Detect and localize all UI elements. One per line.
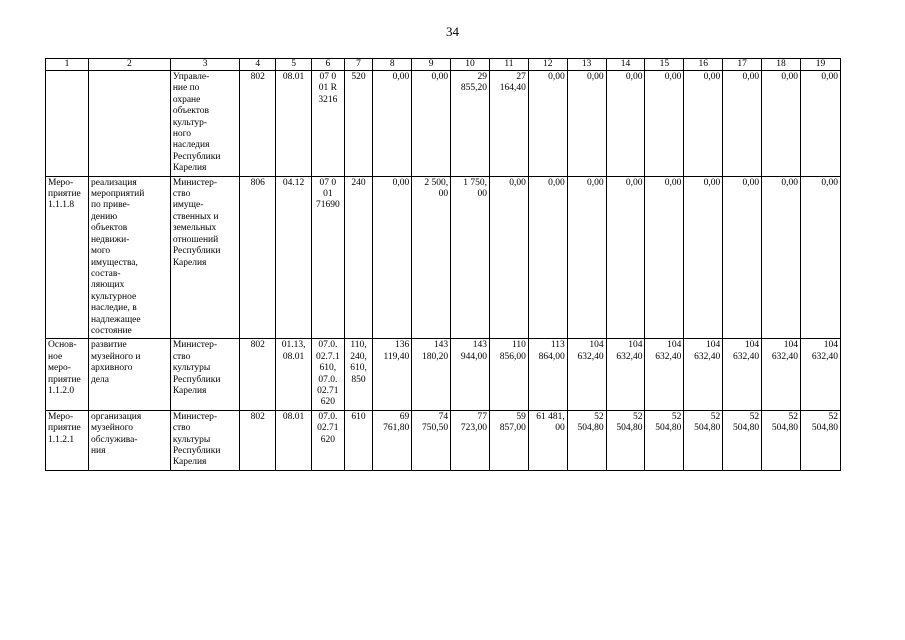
amount-cell: 0,00 (373, 71, 412, 177)
column-number: 3 (170, 59, 240, 71)
csr-cell: 07 0 01 R 3216 (311, 71, 344, 177)
vr-cell: 110, 240, 610, 850 (344, 339, 373, 410)
amount-cell: 104 632,40 (606, 339, 645, 410)
column-number: 12 (528, 59, 567, 71)
amount-cell: 110 856,00 (489, 339, 528, 410)
amount-cell: 104 632,40 (800, 339, 840, 410)
executor-cell: Министер- ство культуры Республики Карелия (170, 410, 240, 470)
column-number: 2 (88, 59, 170, 71)
code-cell (46, 71, 89, 177)
amount-cell: 52 504,80 (567, 410, 606, 470)
column-number: 11 (489, 59, 528, 71)
budget-table (45, 58, 841, 471)
amount-cell: 0,00 (723, 71, 762, 177)
executor-cell: Министер- ство культуры Республики Карелия (170, 339, 240, 410)
amount-cell: 0,00 (762, 176, 801, 339)
title-cell: организация музейного обслужива- ния (88, 410, 170, 470)
amount-cell: 2 500, 00 (412, 176, 451, 339)
amount-cell: 61 481, 00 (528, 410, 567, 470)
table-row (46, 410, 841, 470)
amount-cell: 59 857,00 (489, 410, 528, 470)
amount-cell: 1 750, 00 (451, 176, 490, 339)
grbs-cell: 806 (240, 176, 276, 339)
amount-cell: 0,00 (606, 176, 645, 339)
amount-cell: 0,00 (567, 71, 606, 177)
amount-cell: 0,00 (373, 176, 412, 339)
csr-cell: 07.0. 02.7.1 610, 07.0. 02.71 620 (311, 339, 344, 410)
vr-cell: 240 (344, 176, 373, 339)
column-number: 15 (645, 59, 684, 71)
amount-cell: 0,00 (567, 176, 606, 339)
amount-cell: 52 504,80 (684, 410, 723, 470)
amount-cell: 0,00 (528, 176, 567, 339)
code-cell: Меро- приятие 1.1.1.8 (46, 176, 89, 339)
rzpr-cell: 08.01 (276, 410, 312, 470)
amount-cell: 0,00 (800, 176, 840, 339)
csr-cell: 07 0 01 71690 (311, 176, 344, 339)
amount-cell: 74 750,50 (412, 410, 451, 470)
amount-cell: 113 864,00 (528, 339, 567, 410)
amount-cell: 0,00 (684, 176, 723, 339)
column-number: 5 (276, 59, 312, 71)
amount-cell: 52 504,80 (800, 410, 840, 470)
vr-cell: 520 (344, 71, 373, 177)
grbs-cell: 802 (240, 339, 276, 410)
column-number: 1 (46, 59, 89, 71)
rzpr-cell: 08.01 (276, 71, 312, 177)
amount-cell: 143 180,20 (412, 339, 451, 410)
amount-cell: 0,00 (723, 176, 762, 339)
column-number: 17 (723, 59, 762, 71)
title-cell: реализация мероприятий по приве- дению объектов недвижи- мого имущества, состав- ляющих культурное наследие, в надлежащее состояние (88, 176, 170, 339)
amount-cell: 0,00 (412, 71, 451, 177)
column-number: 8 (373, 59, 412, 71)
grbs-cell: 802 (240, 410, 276, 470)
amount-cell: 0,00 (762, 71, 801, 177)
column-number: 18 (762, 59, 801, 71)
amount-cell: 104 632,40 (684, 339, 723, 410)
amount-cell: 143 944,00 (451, 339, 490, 410)
amount-cell: 52 504,80 (606, 410, 645, 470)
executor-cell: Управле- ние по охране объектов культур- ного наследия Республики Карелия (170, 71, 240, 177)
title-cell: развитие музейного и архивного дела (88, 339, 170, 410)
amount-cell: 0,00 (528, 71, 567, 177)
column-number-row (46, 59, 841, 71)
column-number: 4 (240, 59, 276, 71)
table-row (46, 71, 841, 177)
rzpr-cell: 01.13, 08.01 (276, 339, 312, 410)
column-number: 7 (344, 59, 373, 71)
amount-cell: 104 632,40 (645, 339, 684, 410)
column-number: 19 (800, 59, 840, 71)
grbs-cell: 802 (240, 71, 276, 177)
page-number: 34 (446, 24, 459, 39)
column-number: 6 (311, 59, 344, 71)
amount-cell: 52 504,80 (762, 410, 801, 470)
amount-cell: 0,00 (645, 176, 684, 339)
column-number: 16 (684, 59, 723, 71)
amount-cell: 104 632,40 (762, 339, 801, 410)
table-row (46, 339, 841, 410)
code-cell: Основ- ное меро- приятие 1.1.2.0 (46, 339, 89, 410)
amount-cell: 104 632,40 (567, 339, 606, 410)
code-cell: Меро- приятие 1.1.2.1 (46, 410, 89, 470)
column-number: 9 (412, 59, 451, 71)
amount-cell: 29 855,20 (451, 71, 490, 177)
executor-cell: Министер- ство имуще- ственных и земельных отношений Республики Карелия (170, 176, 240, 339)
amount-cell: 104 632,40 (723, 339, 762, 410)
amount-cell: 52 504,80 (723, 410, 762, 470)
amount-cell: 0,00 (645, 71, 684, 177)
column-number: 13 (567, 59, 606, 71)
amount-cell: 0,00 (684, 71, 723, 177)
amount-cell: 136 119,40 (373, 339, 412, 410)
amount-cell: 27 164,40 (489, 71, 528, 177)
vr-cell: 610 (344, 410, 373, 470)
amount-cell: 52 504,80 (645, 410, 684, 470)
amount-cell: 77 723,00 (451, 410, 490, 470)
column-number: 10 (451, 59, 490, 71)
column-number: 14 (606, 59, 645, 71)
csr-cell: 07.0. 02.71 620 (311, 410, 344, 470)
amount-cell: 69 761,80 (373, 410, 412, 470)
amount-cell: 0,00 (800, 71, 840, 177)
title-cell (88, 71, 170, 177)
rzpr-cell: 04.12 (276, 176, 312, 339)
amount-cell: 0,00 (606, 71, 645, 177)
table-row (46, 176, 841, 339)
amount-cell: 0,00 (489, 176, 528, 339)
